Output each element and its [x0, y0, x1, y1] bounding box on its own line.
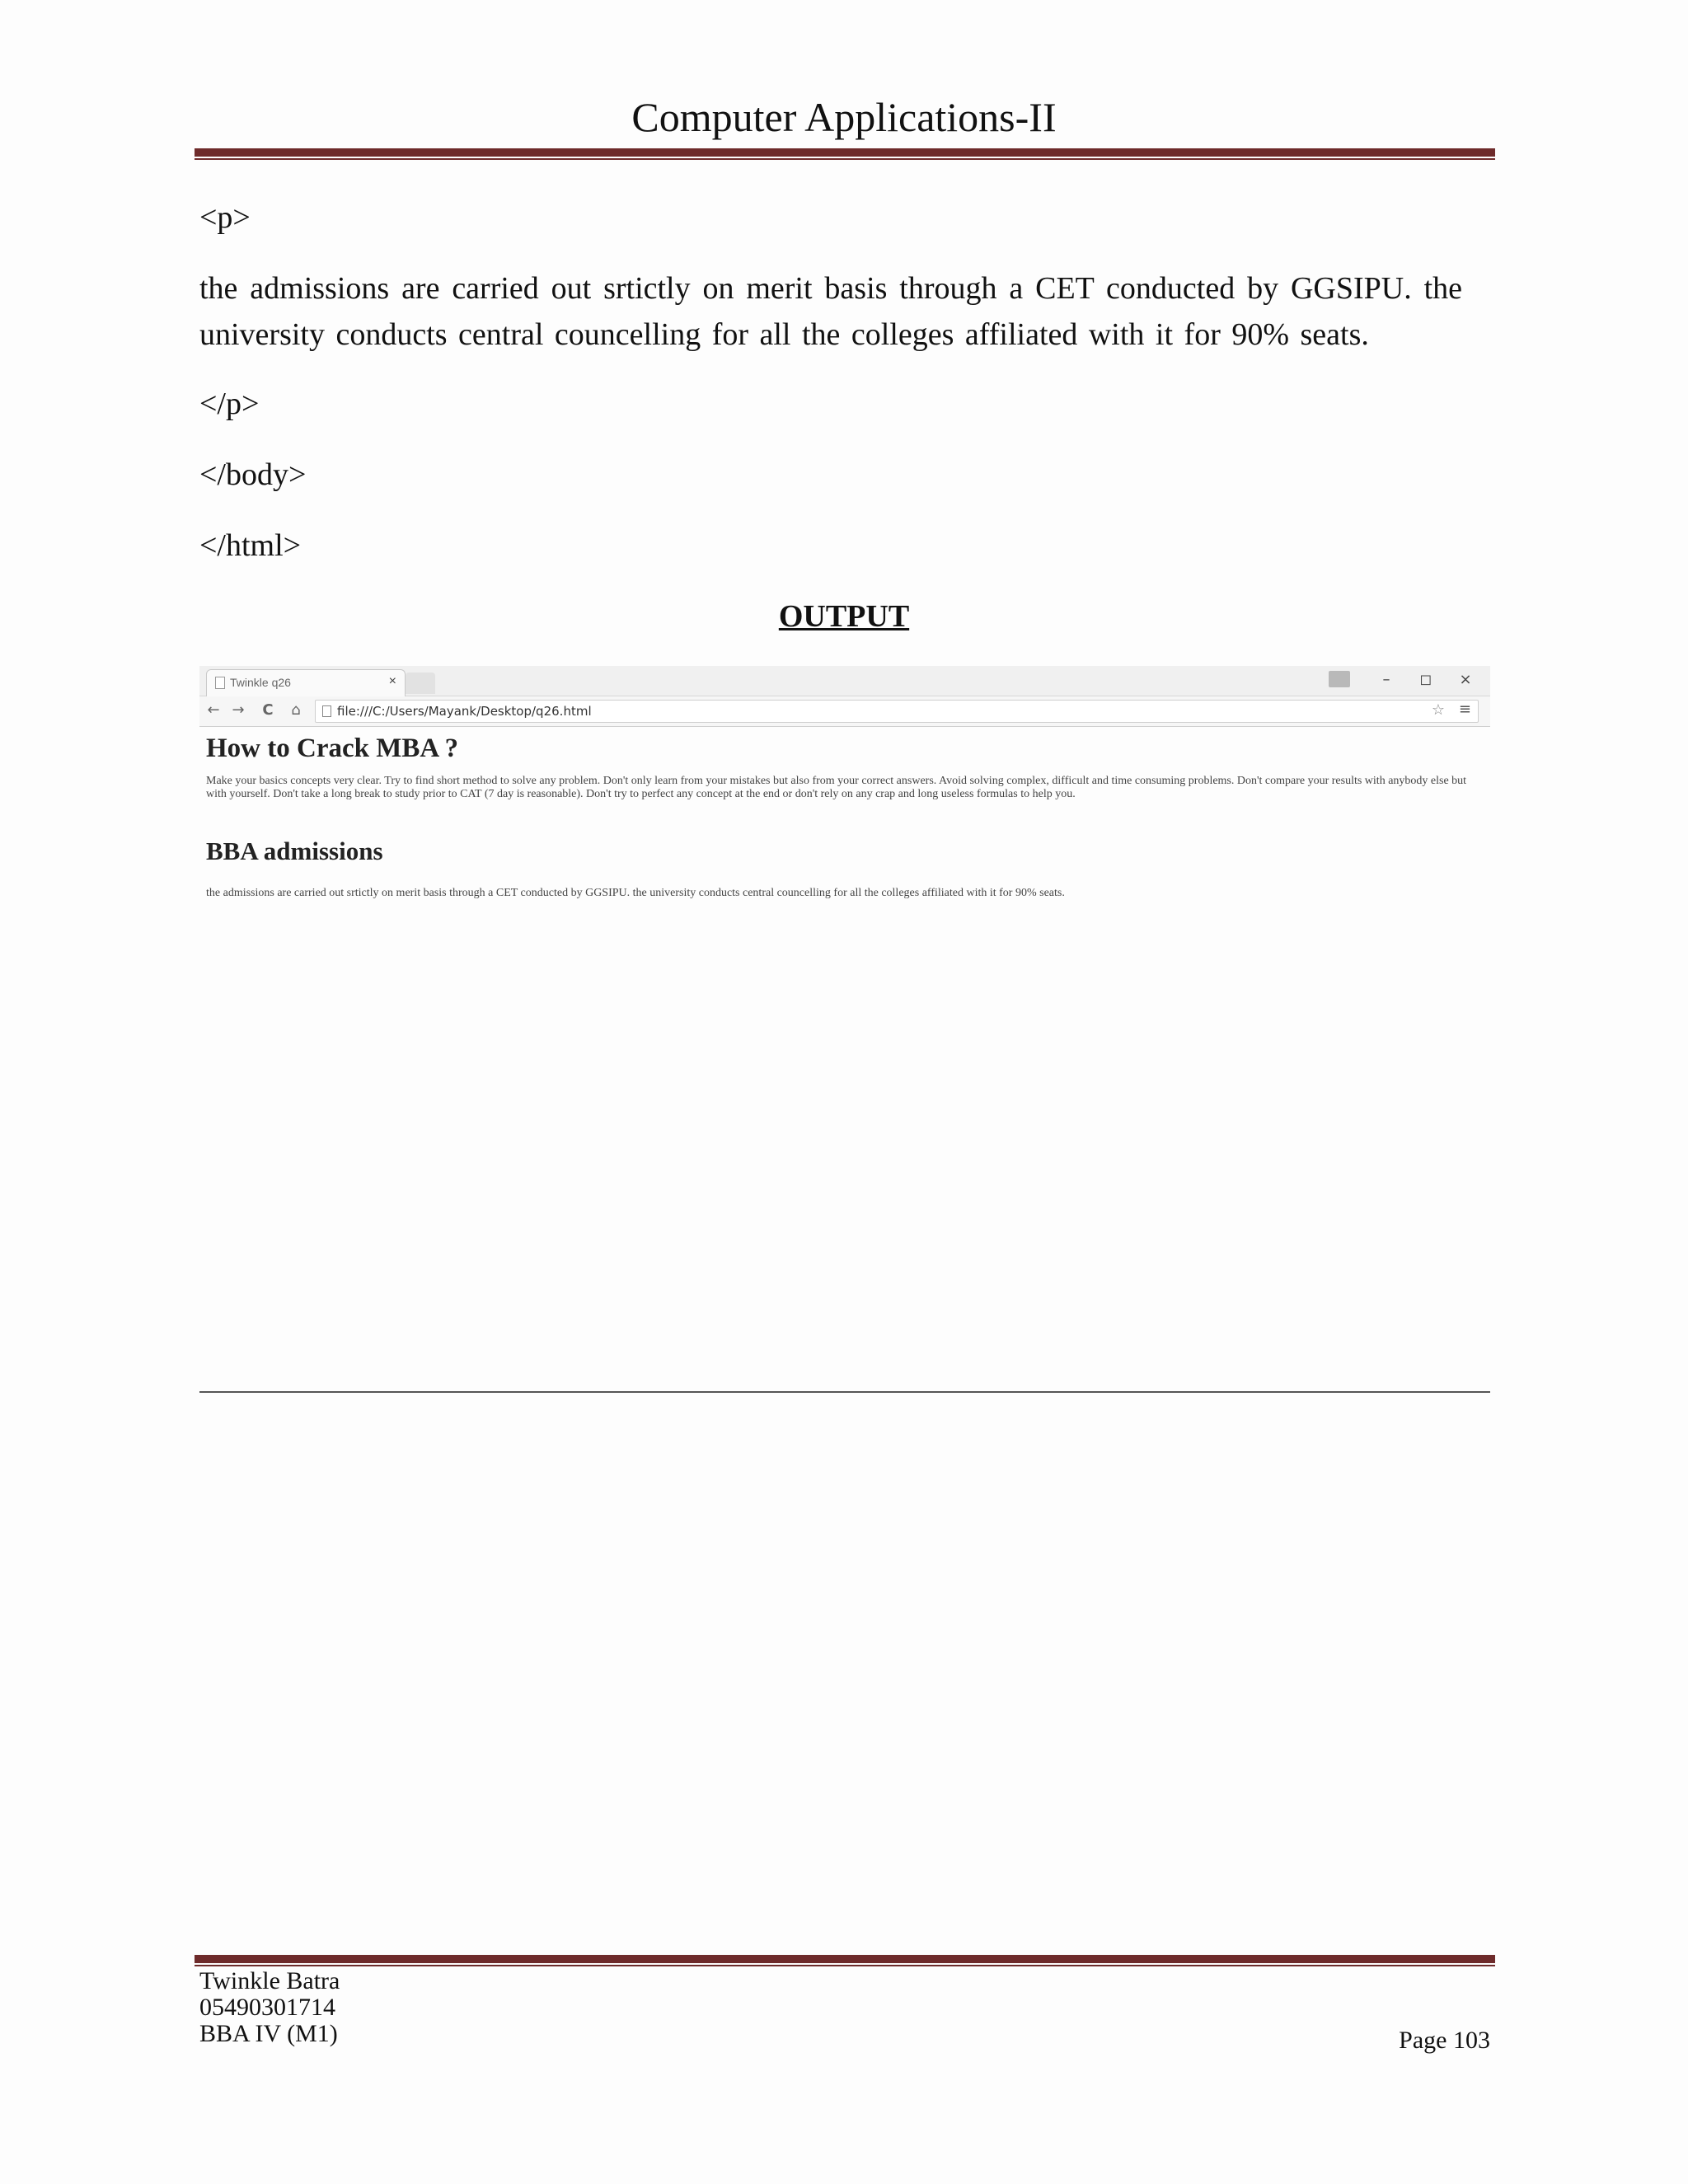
page-header-title: Computer Applications-II — [631, 94, 1057, 140]
header-rule-thick — [195, 148, 1495, 157]
browser-tab[interactable] — [206, 669, 406, 696]
document-icon — [215, 677, 225, 689]
tab-title: Twinkle q26 — [230, 676, 291, 689]
tab-close-icon[interactable]: × — [388, 674, 396, 688]
page-paragraph-1: Make your basics concepts very clear. Try to find short method to solve any problem. Don't only learn from your mistakes but also from your correct answers. Avoid solving complex, difficult and time consuming problems. Don't compare your results with anybody else but with yourself. Don't take a long break to study prior to CAT (7 day is reasonable). Don't try to perfect any concept at the end or don't rely on any crap and long useless formulas to help you. — [206, 775, 1467, 800]
restore-button[interactable]: ◻ — [1419, 671, 1432, 688]
footer-author — [199, 1968, 340, 2047]
header-rule-thin — [195, 158, 1495, 160]
minimize-button[interactable]: – — [1382, 671, 1390, 688]
address-bar[interactable] — [315, 700, 1479, 723]
code-p-open: <p> — [199, 200, 251, 235]
footer-name: Twinkle Batra — [199, 1967, 340, 1994]
url-text[interactable]: file:///C:/Users/Mayank/Desktop/q26.html — [337, 704, 592, 719]
back-button[interactable]: ← — [207, 701, 220, 719]
menu-icon[interactable]: ≡ — [1458, 701, 1471, 718]
browser-screenshot — [199, 666, 1490, 1391]
forward-button[interactable]: → — [232, 701, 245, 719]
user-icon[interactable] — [1329, 671, 1350, 687]
footer-page-number: Page 103 — [1399, 2027, 1490, 2054]
footer-rule-thick — [195, 1955, 1495, 1963]
code-paragraph: the admissions are carried out srtictly on merit basis through a CET conducted by GGSIPU. the university conducts central councelling for all the colleges affiliated with it for 90% seats. — [199, 271, 1462, 352]
footer-roll-number: 05490301714 — [199, 1994, 335, 2021]
tab-bar — [199, 666, 1490, 696]
home-button[interactable]: ⌂ — [291, 701, 301, 719]
screenshot-bottom-separator — [199, 1391, 1490, 1393]
bookmark-star-icon[interactable]: ☆ — [1431, 701, 1445, 719]
code-html-close: </html> — [199, 528, 302, 563]
close-window-button[interactable]: × — [1459, 671, 1472, 688]
code-body-close: </body> — [199, 457, 307, 492]
page-heading-1: How to Crack MBA ? — [206, 733, 459, 763]
browser-toolbar — [199, 696, 1490, 727]
footer-rule-thin — [195, 1965, 1495, 1966]
code-p-close: </p> — [199, 387, 260, 421]
page-paragraph-2: the admissions are carried out srtictly on merit basis through a CET conducted by GGSIPU. the university conducts central councelling for all the colleges affiliated with it for 90% seats. — [206, 887, 1065, 899]
page-heading-2: BBA admissions — [206, 837, 383, 865]
footer-class: BBA IV (M1) — [199, 2020, 338, 2047]
new-tab-button[interactable] — [406, 673, 435, 694]
output-heading: OUTPUT — [778, 599, 910, 634]
reload-button[interactable]: C — [262, 701, 274, 719]
document-icon — [322, 705, 331, 717]
